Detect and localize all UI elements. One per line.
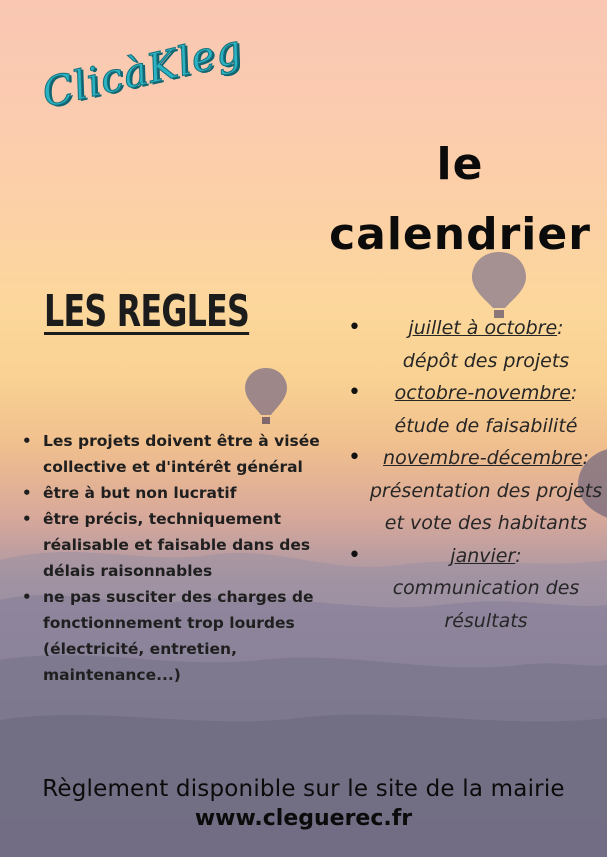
- calendar-date: janvier: [450, 544, 516, 567]
- rules-list: [0, 428, 340, 688]
- website-link[interactable]: www.cleguerec.fr: [194, 806, 413, 831]
- list-item: • ne pas susciter des charges de fonctionnement trop lourdes (électricité, entretien, maintenance...): [0, 584, 340, 688]
- calendar-date: novembre-décembre: [383, 447, 583, 469]
- calendar-date: juillet à octobre: [408, 317, 558, 339]
- footer-text: Règlement disponible sur le site de la mairie: [42, 776, 565, 802]
- list-item: • Les projets doivent être à visée collective et d'intérêt général: [0, 428, 340, 480]
- calendar-desc: étude de faisabilité: [394, 414, 578, 437]
- calendar-date-suffix: :: [515, 544, 522, 567]
- calendar-list: [340, 312, 607, 637]
- calendar-title-line2: calendrier: [329, 209, 591, 260]
- calendar-desc: communication des résultats: [392, 577, 580, 632]
- list-item: [340, 377, 607, 442]
- list-item: [340, 540, 607, 638]
- calendar-desc: dépôt des projets: [402, 349, 570, 372]
- list-item: • être précis, techniquement réalisable et faisable dans des délais raisonnables: [0, 506, 340, 584]
- calendar-desc: présentation des projets et vote des habitants: [369, 479, 603, 534]
- calendar-title: [300, 130, 607, 270]
- list-item: [340, 312, 607, 377]
- list-item: • être à but non lucratif: [0, 480, 340, 506]
- rules-title: LES REGLES: [44, 286, 250, 337]
- logo: ClicàKleg: [38, 26, 247, 117]
- calendar-date: octobre-novembre: [394, 382, 571, 404]
- calendar-date-suffix: :: [570, 382, 578, 404]
- hot-air-balloon-icon: [243, 366, 289, 426]
- calendar-title-line1: le: [436, 139, 484, 190]
- calendar-date-suffix: :: [582, 447, 589, 469]
- calendar-date-suffix: :: [557, 317, 564, 339]
- list-item: [340, 442, 607, 540]
